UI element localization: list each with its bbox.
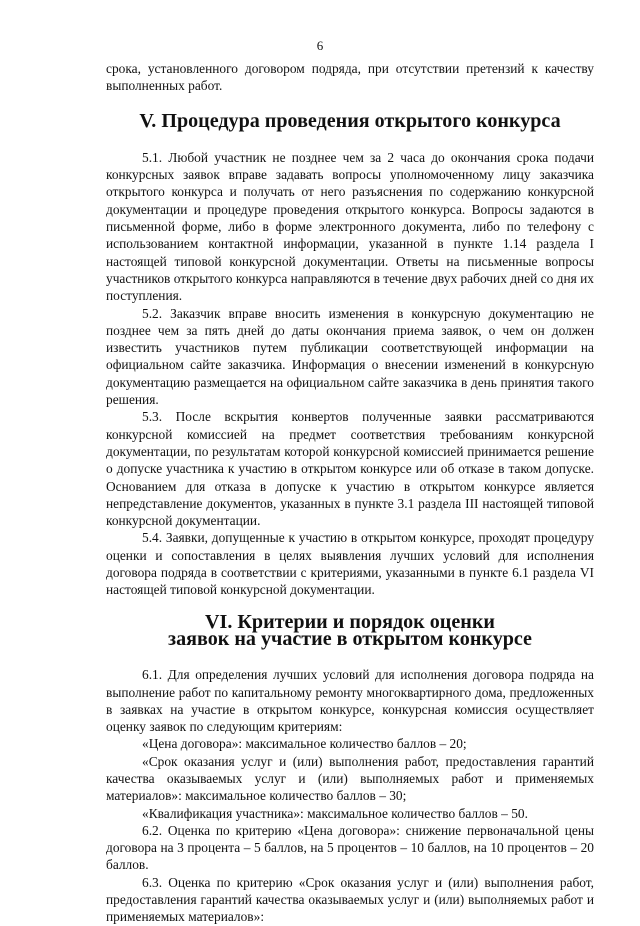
paragraph-5-1: 5.1. Любой участник не позднее чем за 2 часа до окончания срока подачи конкурсных заявок вправе задавать вопросы уполномоченному лицу заказчика открытого конкурса и получать от него разъяснения по содержанию конкурсной документации и процедуре проведения открытого конкурса. Вопросы задаются в письменной форме, либо в форме электронного документа, либо по телефону с использованием контактной информации, указанной в пункте 1.14 раздела I настоящей типовой конкурсной документации. Ответы на письменные вопросы участников открытого конкурса направляются в течение двух рабочих дней со дня их поступления. <box>106 149 595 304</box>
section-6-heading <box>106 610 594 650</box>
section-6-heading-line-1: VI. Критерии и порядок оценки <box>205 610 495 633</box>
paragraph-6-1: 6.1. Для определения лучших условий для исполнения договора подряда на выполнение работ по капитальному ремонту многоквартирного дома, предложенных в заявках на участие в открытом конкурсе, конкурсная комиссия осуществляет оценку заявок по следующим критериям: <box>106 667 594 735</box>
intro-paragraph: срока, установленного договором подряда, при отсутствии претензий к качеству выполненных работ. <box>106 61 594 94</box>
paragraph-6-2: 6.2. Оценка по критерию «Цена договора»: снижение первоначальной цены договора на 3 процента – 5 баллов, на 5 процентов – 10 баллов, на 10 процентов – 20 баллов. <box>106 822 594 873</box>
section-6-heading-line-2: заявок на участие в открытом конкурсе <box>168 627 532 650</box>
paragraph-5-4: 5.4. Заявки, допущенные к участию в открытом конкурсе, проходят процедуру оценки и сопоставления в целях выявления лучших условий для исполнения договора подряда в соответствии с критериями, указанными в пункте 6.1 раздела VI настоящей типовой конкурсной документации. <box>106 530 594 598</box>
paragraph-5-2: 5.2. Заказчик вправе вносить изменения в конкурсную документацию не позднее чем за пять дней до даты окончания приема заявок, о чем он должен известить участников путем публикации соответствующей информации на официальном сайте заказчика. Информация о внесении изменений в конкурсную документацию размещается на официальном сайте заказчика в день принятия такого решения. <box>106 305 594 408</box>
section-5-heading: V. Процедура проведения открытого конкурса <box>139 109 561 132</box>
criterion-qualification: «Квалификация участника»: максимальное количество баллов – 50. <box>142 805 528 821</box>
paragraph-6-3: 6.3. Оценка по критерию «Срок оказания услуг и (или) выполнения работ, предоставления гарантий качества оказываемых услуг и (или) выполняемых работ и применяемых материалов»: <box>106 874 594 925</box>
document-body <box>106 60 594 926</box>
page-number: 6 <box>316 38 324 53</box>
criterion-price: «Цена договора»: максимальное количество баллов – 20; <box>142 736 467 752</box>
paragraph-5-3: 5.3. После вскрытия конвертов полученные заявки рассматриваются конкурсной комиссией на предмет соответствия требованиям конкурсной документации, по результатам которой конкурсной комиссией принимается решение о допуске участника к участию в открытом конкурсе или об отказе в таком допуске. Основанием для отказа в допуске к участию в открытом конкурсе является непредставление документов, указанных в пункте 3.1 раздела III настоящей типовой конкурсной документации. <box>106 409 594 529</box>
criterion-terms: «Срок оказания услуг и (или) выполнения работ, предоставления гарантий качества оказываемых услуг и (или) выполняемых работ и применяемых материалов»: максимальное количество баллов – 30; <box>106 753 594 804</box>
